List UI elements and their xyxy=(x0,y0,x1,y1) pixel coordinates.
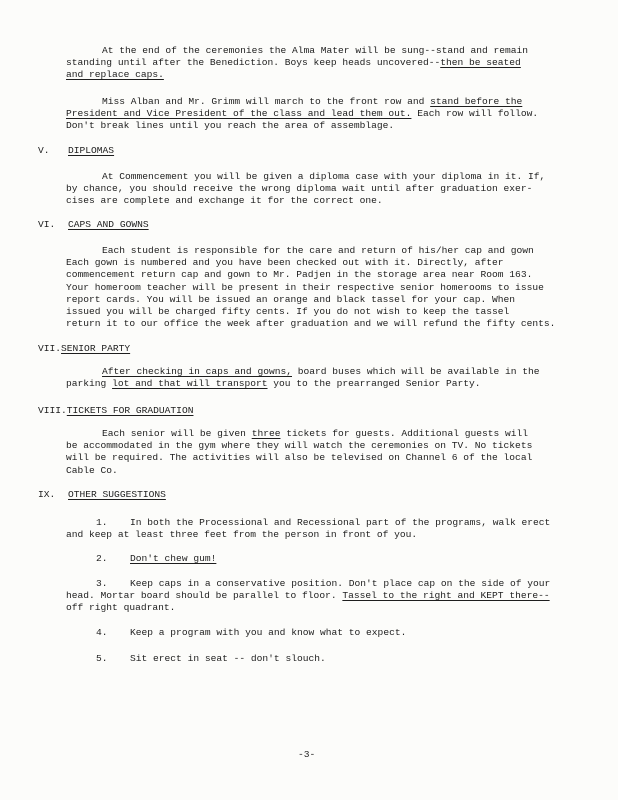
section-number: VII. xyxy=(38,343,62,354)
text-fragment: you to the prearranged Senior Party. xyxy=(267,378,481,390)
page-number: -3- xyxy=(298,749,316,760)
text-fragment: Keep a program with you and know what to expect. xyxy=(130,627,407,638)
text-line: off right quadrant. xyxy=(66,602,176,614)
section-title: SENIOR PARTY xyxy=(61,343,131,354)
item-number: 1. xyxy=(96,517,108,528)
text-line: return it to our office the week after graduation and we will refund the fifty cents. xyxy=(66,318,556,330)
text-fragment: head. Mortar board should be parallel to floor. xyxy=(66,590,343,602)
text-line: Your homeroom teacher will be present in their respective senior homerooms to issue xyxy=(66,281,544,293)
section-number: IX. xyxy=(38,489,56,500)
section-title: CAPS AND GOWNS xyxy=(68,219,149,230)
section-title: TICKETS FOR GRADUATION xyxy=(66,405,194,416)
section-number: V. xyxy=(38,145,50,156)
text-fragment: board buses which will be available in the xyxy=(292,366,540,377)
underlined-phrase: Tassel to the right and KEPT there-- xyxy=(342,590,550,602)
text-line xyxy=(66,96,576,108)
section-heading-tickets xyxy=(38,405,193,417)
text-line: be accommodated in the gym where they will watch the ceremonies on TV. No tickets xyxy=(66,440,533,452)
text-line xyxy=(66,517,576,529)
text-fragment: Keep caps in a conservative position. Don't place cap on the side of your xyxy=(130,578,551,589)
text-fragment: tickets for guests. Additional guests will xyxy=(280,428,529,439)
underlined-phrase: lot and that will transport xyxy=(112,378,268,390)
section-heading-senior-party xyxy=(38,343,130,355)
section-number: VI. xyxy=(38,219,56,230)
text-line: Each gown is numbered and you have been checked out with it. Directly, after xyxy=(66,257,504,269)
underlined-phrase: President and Vice President of the class and lead them out. xyxy=(66,108,412,120)
item-number: 2. xyxy=(96,553,108,564)
suggestion-item-4 xyxy=(96,627,406,639)
item-number: 4. xyxy=(96,627,108,638)
suggestion-item-1 xyxy=(66,517,576,541)
text-line: by chance, you should receive the wrong diploma wait until after graduation exer- xyxy=(66,183,533,195)
section-title: DIPLOMAS xyxy=(68,145,115,156)
underlined-phrase: stand before the xyxy=(430,96,523,107)
march-out-paragraph xyxy=(66,96,576,133)
section-heading-other-suggestions xyxy=(38,489,166,501)
tickets-paragraph xyxy=(66,428,576,477)
text-line xyxy=(66,366,576,378)
text-line: At Commencement you will be given a diploma case with your diploma in it. If, xyxy=(102,171,546,182)
underlined-line: and replace caps. xyxy=(66,69,164,81)
section-heading-diplomas xyxy=(38,145,114,157)
alma-mater-paragraph xyxy=(66,45,576,82)
text-line xyxy=(66,428,576,440)
text-line: Don't break lines until you reach the area of assemblage. xyxy=(66,120,395,132)
text-line xyxy=(66,378,576,390)
text-line: and keep at least three feet from the person in front of you. xyxy=(66,529,418,541)
suggestion-item-5 xyxy=(96,653,326,665)
text-fragment: Each row will follow. xyxy=(411,108,539,120)
text-line: will be required. The activities will also be televised on Channel 6 of the local xyxy=(66,452,533,464)
text-line xyxy=(66,108,576,120)
text-fragment: standing until after the Benediction. Boys keep heads uncovered-- xyxy=(66,57,441,69)
text-line xyxy=(66,578,576,590)
text-line: commencement return cap and gown to Mr. Padjen in the storage area near Room 163. xyxy=(66,269,533,281)
underlined-phrase: then be seated xyxy=(440,57,521,69)
text-line: cises are complete and exchange it for the correct one. xyxy=(66,195,383,207)
diplomas-paragraph xyxy=(66,171,576,208)
section-number: VIII. xyxy=(38,405,67,416)
text-line xyxy=(66,57,576,69)
text-fragment: Each senior will be given xyxy=(102,428,252,439)
underlined-phrase: three xyxy=(251,428,281,439)
underlined-phrase: Don't chew gum! xyxy=(130,553,217,564)
section-heading-caps-and-gowns xyxy=(38,219,149,231)
caps-and-gowns-paragraph xyxy=(66,245,576,330)
suggestion-item-3 xyxy=(66,578,576,615)
item-number: 5. xyxy=(96,653,108,664)
text-line: Cable Co. xyxy=(66,464,118,476)
senior-party-paragraph xyxy=(66,366,576,390)
underlined-phrase: After checking in caps and gowns, xyxy=(102,366,292,377)
text-line xyxy=(66,590,576,602)
text-line: Each student is responsible for the care and return of his/her cap and gown xyxy=(102,245,534,256)
section-title: OTHER SUGGESTIONS xyxy=(68,489,166,500)
text-line: At the end of the ceremonies the Alma Mater will be sung--stand and remain xyxy=(102,45,529,56)
suggestion-item-2 xyxy=(96,553,216,565)
text-fragment: parking xyxy=(66,378,113,390)
text-fragment: Miss Alban and Mr. Grimm will march to the front row and xyxy=(102,96,431,107)
text-fragment: Sit erect in seat -- don't slouch. xyxy=(130,653,326,664)
item-number: 3. xyxy=(96,578,108,589)
text-fragment: In both the Processional and Recessional part of the programs, walk erect xyxy=(130,517,551,528)
text-line: issued you will be charged fifty cents. If you do not wish to keep the tassel xyxy=(66,306,510,318)
text-line: report cards. You will be issued an orange and black tassel for your cap. When xyxy=(66,293,516,305)
